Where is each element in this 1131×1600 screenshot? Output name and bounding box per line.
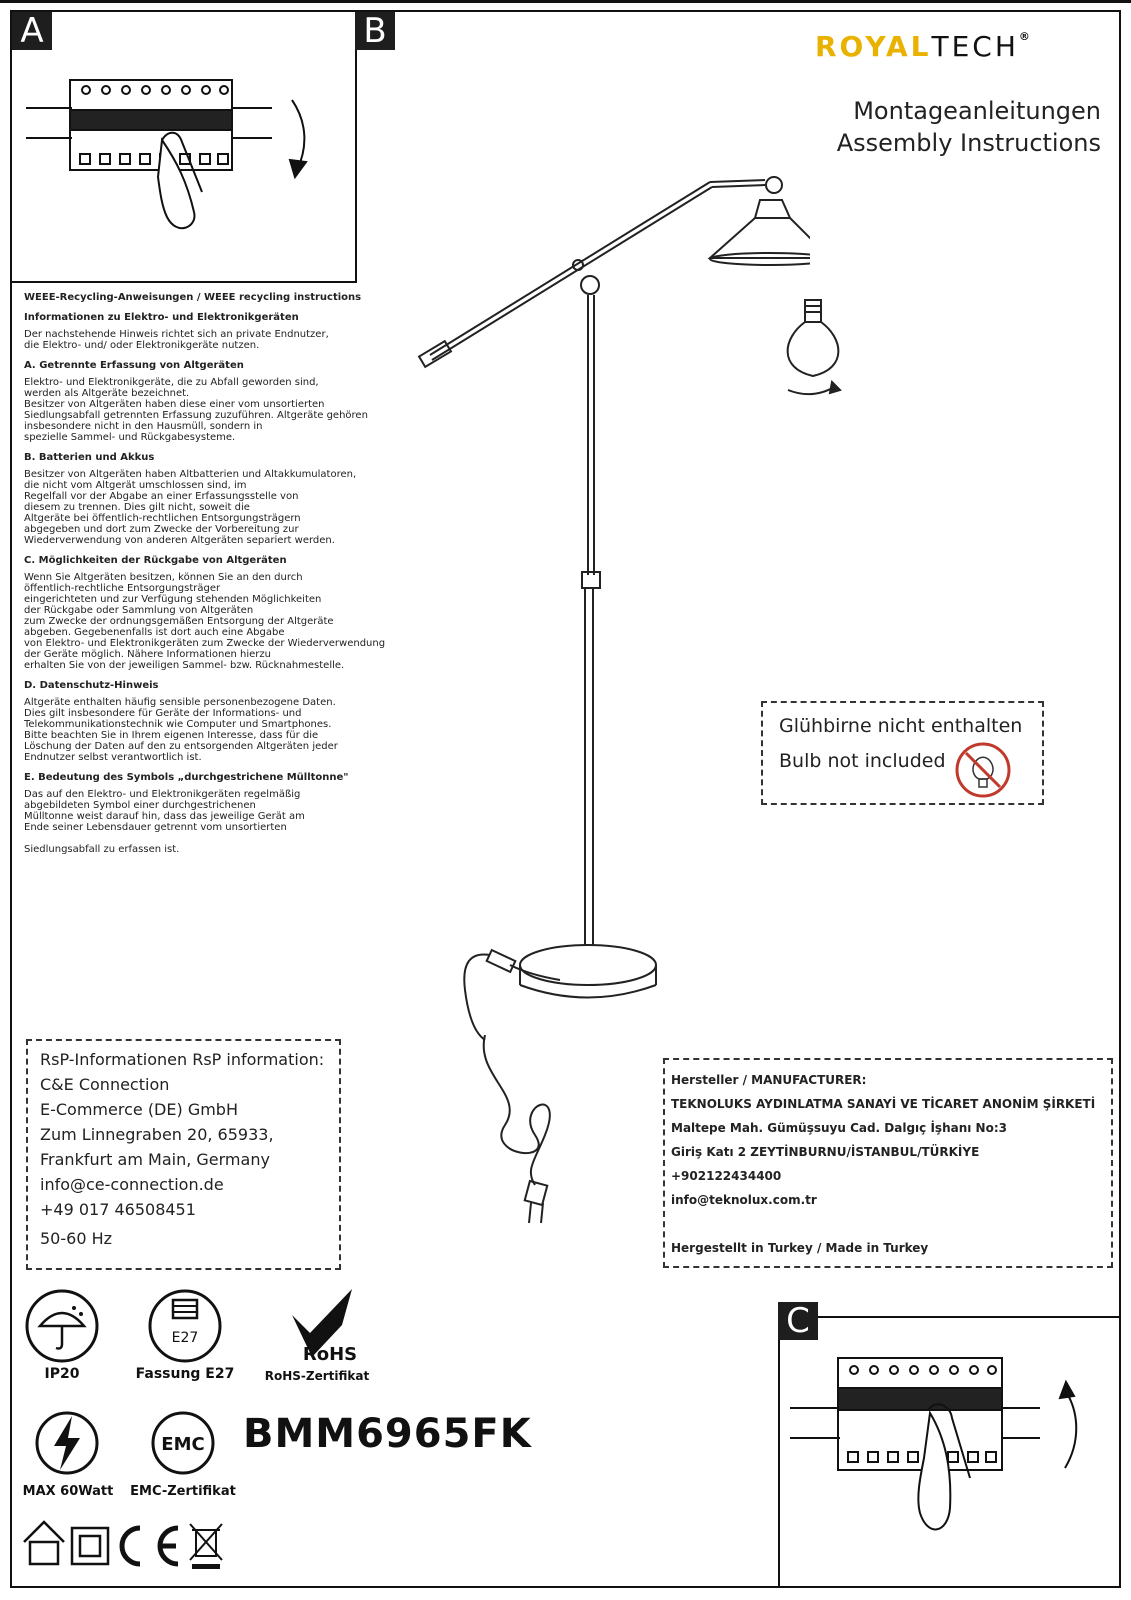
emc-icon [150, 1410, 216, 1476]
max-watt-label: MAX 60Watt [22, 1484, 114, 1499]
weee-title: WEEE-Recycling-Anweisungen / WEEE recycling instructions [24, 292, 362, 303]
panel-a [12, 12, 357, 283]
panel-b-label: B [355, 12, 395, 50]
weee-section-heading: A. Getrennte Erfassung von Altgeräten [24, 360, 244, 371]
made-in: Hergestellt in Turkey / Made in Turkey [671, 1241, 929, 1255]
floor-lamp-illustration [410, 160, 810, 1040]
weee-section-text: Wenn Sie Altgeräten besitzen, können Sie an den durch öffentlich-rechtliche Entsorgungsträger eingerichteten und zur Verfügung stehenden Möglichkeiten der Rückgabe oder Sammlung von Altgeräten zum Zwecke der ordnungsgemäßen Entsorgung der Altgeräte abgeben. Gegebenenfalls ist dort auch eine Abgabe von Elektro- und Elektronikgeräten zum Zwecke der Wiederverwendung der Geräte möglich. Nähere Informationen hierzu erhalten Sie von der jeweiligen Sammel- bzw. Rücknahmestelle. [24, 572, 386, 671]
brand-registered: ® [1018, 30, 1033, 43]
manufacturer-line: Maltepe Mah. Gümüşsuyu Cad. Dalgıç İşhanı No:3 [671, 1121, 1007, 1135]
max-watt-lightning-icon [34, 1410, 100, 1476]
manufacturer-line: +902122434400 [671, 1169, 782, 1183]
rsp-heading: RsP-Informationen RsP information: [40, 1050, 325, 1069]
rsp-line: C&E Connection [40, 1075, 170, 1094]
no-bulb-icon [954, 741, 1012, 799]
bulb-not-included-note [761, 701, 1044, 805]
rsp-information-box [26, 1039, 341, 1270]
title-de: Montageanleitungen [853, 97, 1101, 125]
document-title [837, 95, 1101, 159]
manufacturer-line: Giriş Katı 2 ZEYTİNBURNU/İSTANBUL/TÜRKİYE [671, 1145, 980, 1159]
rsp-line: info@ce-connection.de [40, 1175, 224, 1194]
ip20-umbrella-icon [24, 1288, 100, 1364]
top-rule [0, 0, 1131, 3]
fassung-label: Fassung E27 [135, 1366, 235, 1382]
emc-mark-text: EMC [161, 1434, 205, 1455]
ip20-label: IP20 [44, 1366, 80, 1382]
weee-section-text: Besitzer von Altgeräten haben Altbatterien und Altakkumulatoren, die nicht vom Altgerät umschlossen sind, im Regelfall vor der Abgabe an einer Erfassungsstelle von diesem zu trennen. Dies gilt nicht, soweit die Altgeräte bei öffentlich-rechtlichen Entsorgungsträgern abgegeben und dort zum Zwecke der Vorbereitung zur Wiederverwendung von anderen Altgeräten separiert werden. [24, 469, 357, 546]
manufacturer-box [663, 1058, 1113, 1268]
rsp-line: E-Commerce (DE) GmbH [40, 1100, 238, 1119]
weee-intro: Der nachstehende Hinweis richtet sich an private Endnutzer, die Elektro- und/ oder Elektronikgeräte nutzen. [24, 329, 329, 351]
rohs-mark-text: RoHS [302, 1344, 358, 1365]
rohs-label: RoHS-Zertifikat [264, 1369, 370, 1383]
e27-socket-icon [147, 1288, 223, 1364]
cable-plug-illustration [465, 1035, 575, 1225]
manufacturer-line: TEKNOLUKS AYDINLATMA SANAYİ VE TİCARET ANONİM ŞİRKETİ [671, 1097, 1096, 1111]
breaker-switch-off-illustration [12, 12, 357, 283]
weee-instructions [24, 292, 444, 855]
manufacturer-heading: Hersteller / MANUFACTURER: [671, 1073, 867, 1087]
model-number: BMM6965FK [243, 1411, 532, 1457]
light-bulb-icon [778, 298, 848, 403]
ce-mark-icon [122, 1528, 178, 1564]
weee-section-text: Das auf den Elektro- und Elektronikgeräten regelmäßig abgebildeten Symbol einer durchgestrichenen Mülltonne weist darauf hin, dass das jeweilige Gerät am Ende seiner Lebensdauer getrennt vom unsortierten Siedlungsabfall zu erfassen ist. [24, 789, 305, 855]
indoor-use-icon [24, 1522, 64, 1564]
compliance-symbols [20, 1512, 240, 1572]
weee-section-heading: C. Möglichkeiten der Rückgabe von Altgeräten [24, 555, 287, 566]
rsp-line: Frankfurt am Main, Germany [40, 1150, 270, 1169]
weee-section-text: Altgeräte enthalten häufig sensible personenbezogene Daten. Dies gilt insbesondere für Geräte der Informations- und Telekommunikationstechnik wie Computer und Smartphones. Bitte beachten Sie in Ihrem eigenen Interesse, dass für die Löschung der Daten auf den zu entsorgenden Altgeräten jeder Endnutzer selbst verantwortlich ist. [24, 697, 338, 763]
weee-section-text: Elektro- und Elektronikgeräte, die zu Abfall geworden sind, werden als Altgeräte bezeichnet. Besitzer von Altgeräten haben diese einer vom unsortierten Siedlungsabfall getrennten Erfassung zuzuführen. Altgeräte gehören insbesondere nicht in den Hausmüll, sondern in spezielle Sammel- und Rückgabesysteme. [24, 377, 368, 443]
brand-royal: ROYAL [815, 30, 932, 63]
manufacturer-line: info@teknolux.com.tr [671, 1193, 817, 1207]
weee-section-heading: D. Datenschutz-Hinweis [24, 680, 159, 691]
rsp-line: 50-60 Hz [40, 1229, 113, 1248]
rsp-line: Zum Linnegraben 20, 65933, [40, 1125, 274, 1144]
brand-tech: TECH [931, 30, 1019, 63]
weee-subtitle: Informationen zu Elektro- und Elektronikgeräten [24, 312, 299, 323]
weee-section-heading: E. Bedeutung des Symbols „durchgestrichene Mülltonne" [24, 772, 349, 783]
bulb-note-de: Glühbirne nicht enthalten [779, 715, 1023, 737]
title-en: Assembly Instructions [836, 129, 1101, 157]
panel-a-label: A [12, 12, 52, 50]
weee-section-heading: B. Batterien und Akkus [24, 452, 155, 463]
brand-logo [815, 30, 1033, 63]
emc-label: EMC-Zertifikat [130, 1484, 236, 1499]
weee-bin-icon [190, 1524, 222, 1569]
e27-socket-text: E27 [171, 1330, 199, 1346]
bulb-note-en: Bulb not included [779, 750, 946, 772]
panel-c [778, 1316, 1121, 1588]
breaker-switch-on-illustration [780, 1318, 1123, 1590]
class-ii-icon [72, 1528, 108, 1564]
panel-c-label: C [778, 1302, 818, 1340]
rohs-checkmark-icon [282, 1285, 372, 1365]
rsp-line: +49 017 46508451 [40, 1200, 196, 1219]
